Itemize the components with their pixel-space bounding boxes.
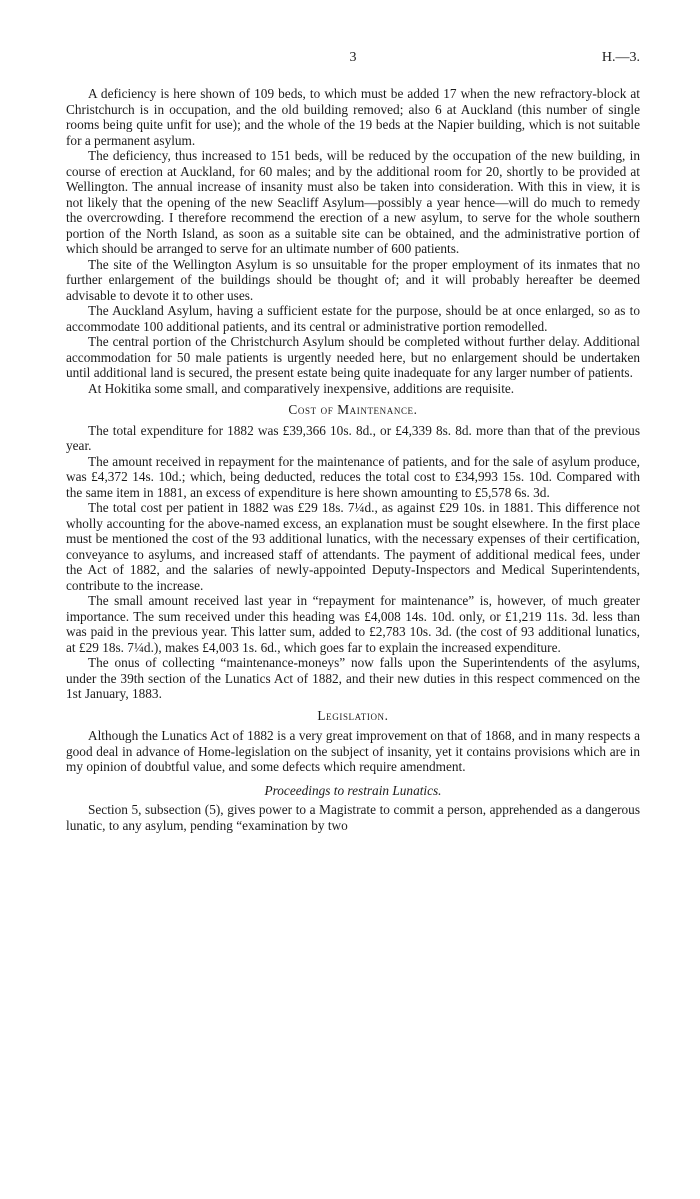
paragraph: The onus of collecting “maintenance-moneys” now falls upon the Superintendents of the asylums, under the 39th section of the Lunatics Act of 1882, and their new duties in this respect commenced on the 1st January, 1883. bbox=[66, 655, 640, 701]
paragraph: Section 5, subsection (5), gives power to a Magistrate to commit a person, apprehended as a dangerous lunatic, to any asylum, pending “examination by two bbox=[66, 802, 640, 833]
paragraph: The central portion of the Christchurch Asylum should be completed without further delay. Additional accommodation for 50 male patients is urgently needed here, but no enlargement should be undertaken until additional land is secured, the present estate being quite inadequate for any larger number of patients. bbox=[66, 334, 640, 380]
paragraph: The Auckland Asylum, having a sufficient estate for the purpose, should be at once enlarged, so as to accommodate 100 additional patients, and its central or administrative portion remodelled. bbox=[66, 303, 640, 334]
section-heading-legislation: Legislation. bbox=[317, 707, 389, 723]
document-reference: H.—3. bbox=[601, 50, 640, 65]
page-header bbox=[66, 50, 640, 70]
paragraph: The deficiency, thus increased to 151 beds, will be reduced by the occupation of the new building, in course of erection at Auckland, for 60 males; and by the additional room for 20, shortly to be provided at Wellington. The annual increase of insanity must also be taken into consideration. With this in view, it is not likely that the opening of the new Seacliff Asylum—possibly a year hence—will do much to remedy the overcrowding. I therefore recommend the erection of a new asylum, to serve for the whole southern portion of the North Island, as soon as a suitable site can be obtained, and the administrative portion of which should be arranged to serve for an ultimate number of 600 patients. bbox=[66, 148, 640, 256]
paragraph: The small amount received last year in “repayment for maintenance” is, however, of much greater importance. The sum received under this heading was £4,008 14s. 10d. only, or £1,219 11s. 3d. less than was paid in the previous year. This latter sum, added to £2,783 10s. 3d. (the cost of 93 additional lunatics, at £29 18s. 7¼d.), makes £4,003 1s. 6d., which goes far to explain the increased expenditure. bbox=[66, 593, 640, 655]
body-text bbox=[66, 86, 640, 833]
paragraph: The total cost per patient in 1882 was £29 18s. 7¼d., as against £29 10s. in 1881. This difference not wholly accounting for the above-named excess, an explanation must be sought elsewhere. In the first place must be mentioned the cost of the 93 additional lunatics, with the necessary expenses of their certification, conveyance to asylums, and increased staff of attendants. The payment of additional medical fees, under the Act of 1882, and the salaries of newly-appointed Deputy-Inspectors and Medical Superintendents, contribute to the increase. bbox=[66, 500, 640, 593]
paragraph: The amount received in repayment for the maintenance of patients, and for the sale of asylum produce, was £4,372 14s. 10d.; which, being deducted, reduces the total cost to £34,993 15s. 10d. Compared with the same item in 1881, an excess of expenditure is here shown amounting to £5,578 6s. 3d. bbox=[66, 453, 640, 500]
paragraph: The site of the Wellington Asylum is so unsuitable for the proper employment of its inmates that no further enlargement of the buildings should be thought of; and it will probably hereafter be deemed advisable to devote it to other uses. bbox=[66, 256, 640, 303]
section-heading-cost-of-maintenance: Cost of Maintenance. bbox=[288, 402, 418, 417]
paragraph: Although the Lunatics Act of 1882 is a very great improvement on that of 1868, and in many respects a good deal in advance of Home-legislation on the subject of insanity, yet it contains provisions which are in my opinion of doubtful value, and some defects which require amendment. bbox=[66, 728, 640, 774]
paragraph: The total expenditure for 1882 was £39,366 10s. 8d., or £4,339 8s. 8d. more than that of the previous year. bbox=[66, 422, 640, 453]
subsection-heading-proceedings: Proceedings to restrain Lunatics. bbox=[264, 782, 442, 798]
page-number: 3 bbox=[349, 50, 357, 65]
paragraph: At Hokitika some small, and comparatively inexpensive, additions are requisite. bbox=[88, 380, 515, 396]
paragraph: A deficiency is here shown of 109 beds, to which must be added 17 when the new refractory-block at Christchurch is in occupation, and the old building removed; also 6 at Auckland (this number of single rooms being quite unfit for use); and the whole of the 19 beds at the Napier building, which is not suitable for a permanent asylum. bbox=[66, 86, 640, 148]
